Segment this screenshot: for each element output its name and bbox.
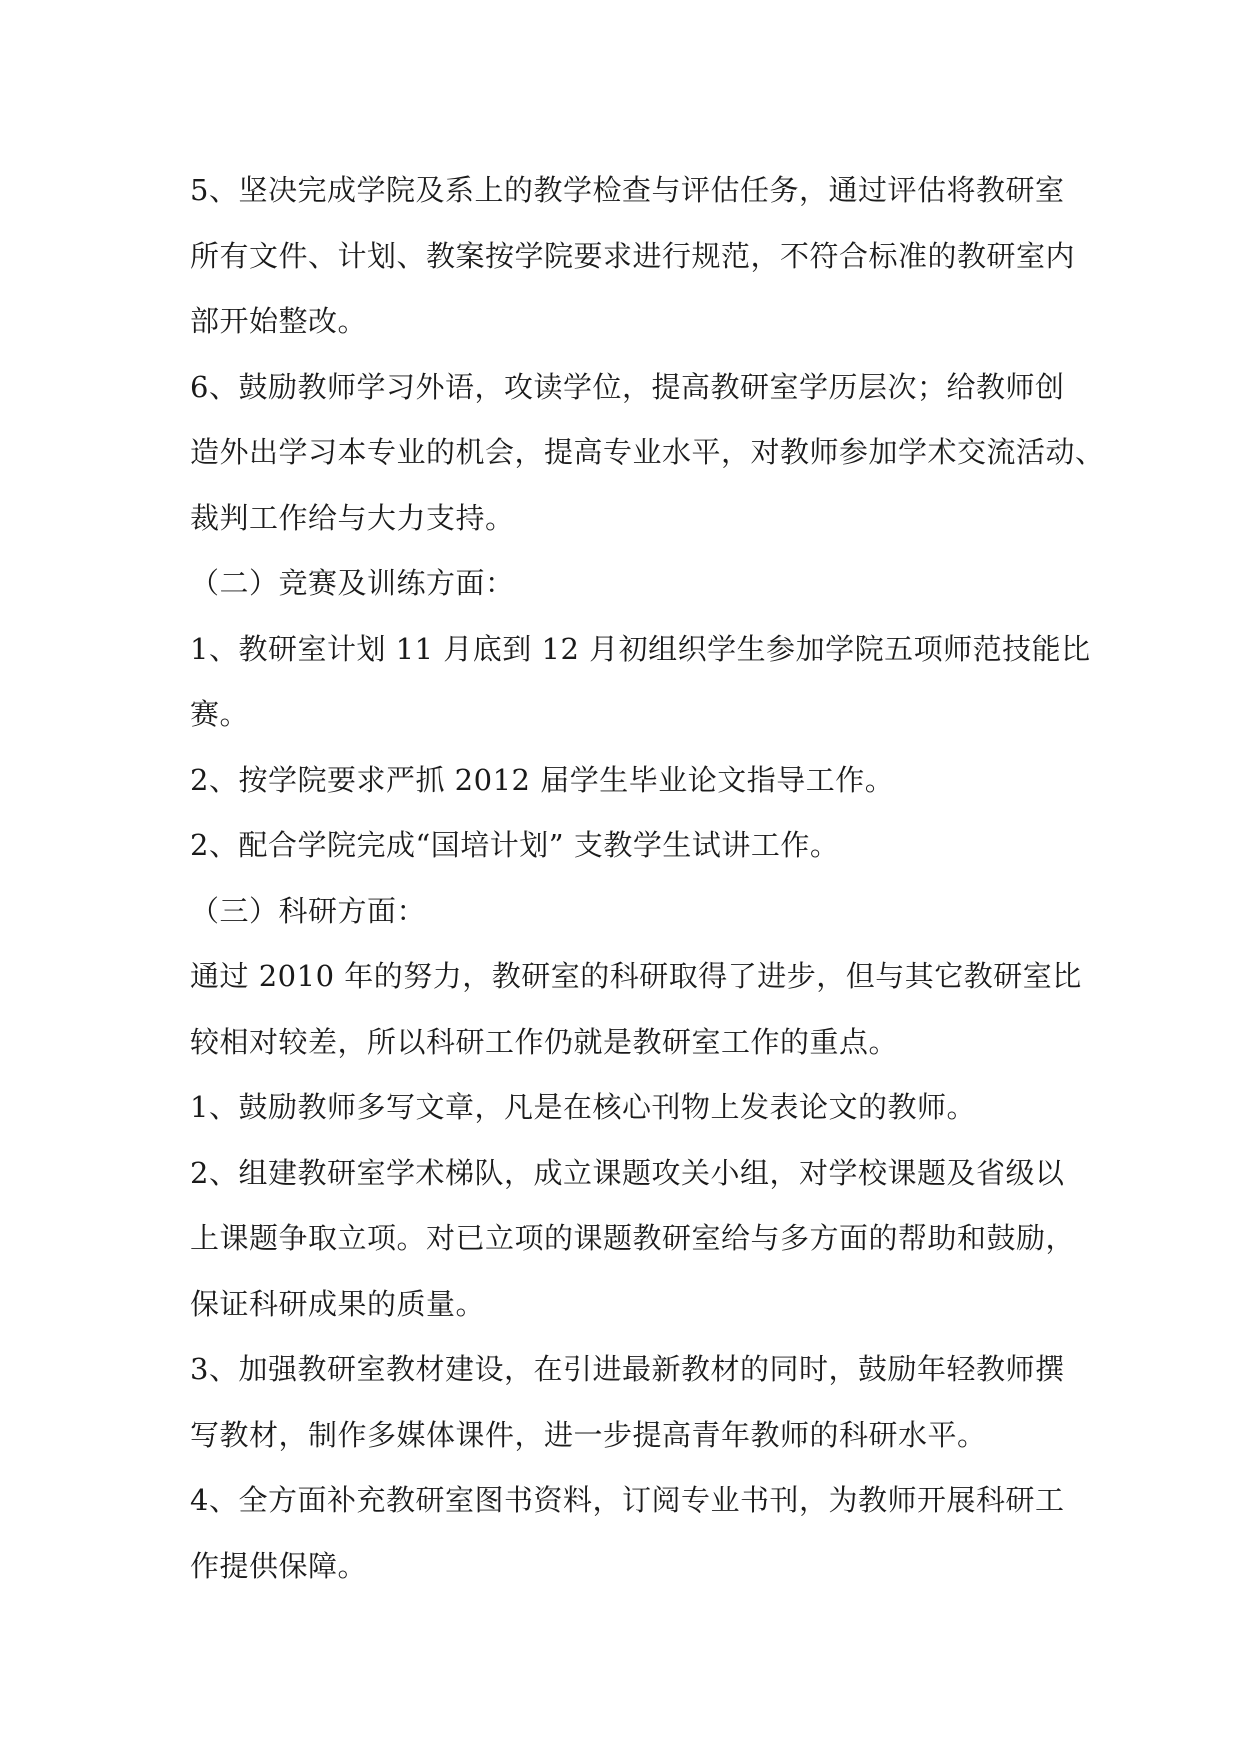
text-line: 作提供保障。 — [190, 1548, 368, 1583]
text-line: 较相对较差，所以科研工作仍就是教研室工作的重点。 — [190, 1024, 899, 1059]
text-line: 6、鼓励教师学习外语，攻读学位，提高教研室学历层次；给教师创 — [190, 369, 1065, 404]
text-line: 部开始整改。 — [190, 304, 368, 338]
text-line: 所有文件、计划、教案按学院要求进行规范，不符合标准的教研室内 — [190, 238, 1076, 273]
section-heading: （三）科研方面： — [190, 893, 427, 928]
section-heading: （二）竞赛及训练方面： — [190, 566, 515, 600]
text-line: 4、全方面补充教研室图书资料，订阅专业书刊，为教师开展科研工 — [190, 1483, 1065, 1517]
text-line: 裁判工作给与大力支持。 — [190, 500, 515, 535]
text-line: 通过 2010 年的努力，教研室的科研取得了进步，但与其它教研室比 — [190, 959, 1082, 993]
text-line: 2、配合学院完成“国培计划” 支教学生试讲工作。 — [190, 828, 840, 862]
text-line: 保证科研成果的质量。 — [190, 1286, 486, 1321]
text-line: 上课题争取立项。对已立项的课题教研室给与多方面的帮助和鼓励， — [190, 1221, 1076, 1255]
text-line: 写教材，制作多媒体课件，进一步提高青年教师的科研水平。 — [190, 1417, 987, 1452]
text-line: 造外出学习本专业的机会，提高专业水平，对教师参加学术交流活动、 — [190, 435, 1105, 469]
text-line: 1、教研室计划 11 月底到 12 月初组织学生参加学院五项师范技能比 — [190, 631, 1091, 666]
text-line: 2、按学院要求严抓 2012 届学生毕业论文指导工作。 — [190, 762, 895, 797]
text-line: 赛。 — [190, 697, 250, 731]
document-body — [190, 158, 1105, 1599]
text-line: 3、加强教研室教材建设，在引进最新教材的同时，鼓励年轻教师撰 — [190, 1352, 1065, 1386]
text-line: 1、鼓励教师多写文章，凡是在核心刊物上发表论文的教师。 — [190, 1090, 976, 1124]
text-line: 2、组建教研室学术梯队，成立课题攻关小组，对学校课题及省级以 — [190, 1155, 1065, 1190]
text-line: 5、坚决完成学院及系上的教学检查与评估任务，通过评估将教研室 — [190, 173, 1065, 207]
